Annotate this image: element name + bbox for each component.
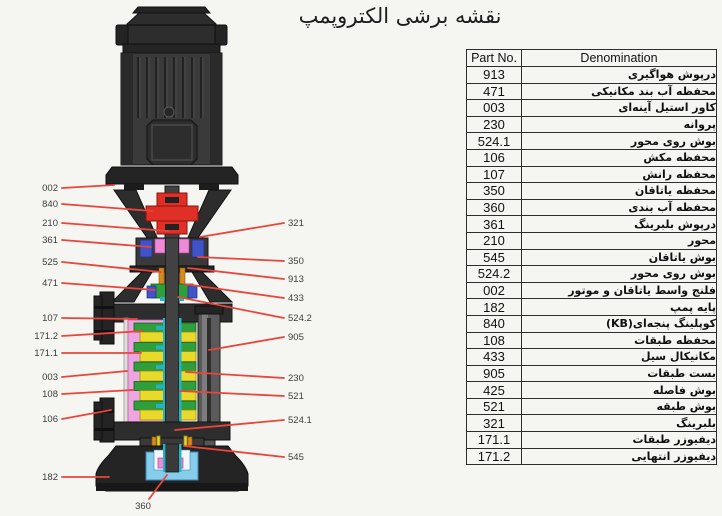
part-number-label: 521 bbox=[288, 391, 304, 402]
denomination-cell: محفظه آب بندی bbox=[522, 199, 717, 216]
denomination-cell: مکانیکال سیل bbox=[522, 349, 717, 366]
shaft-sleeve-line bbox=[179, 318, 182, 424]
table-row bbox=[467, 315, 717, 332]
part-number-label: 840 bbox=[42, 199, 58, 210]
part-no-cell: 361 bbox=[467, 216, 522, 233]
leader-line bbox=[198, 257, 284, 261]
table-row bbox=[467, 349, 717, 366]
part-number-label: 524.1 bbox=[288, 415, 312, 426]
part-number-label: 905 bbox=[288, 332, 304, 343]
part-number-label: 171.2 bbox=[34, 331, 58, 342]
part-no-cell: 521 bbox=[467, 398, 522, 415]
denomination-cell: پروانه bbox=[522, 116, 717, 133]
table-row bbox=[467, 415, 717, 432]
part-no-cell: 106 bbox=[467, 149, 522, 166]
column-header-part-no: Part No. bbox=[467, 50, 522, 67]
table-row bbox=[467, 432, 717, 449]
part-no-cell: 210 bbox=[467, 232, 522, 249]
part-no-cell: 171.1 bbox=[467, 432, 522, 449]
table-row bbox=[467, 83, 717, 100]
denomination-cell: کوپلینگ پنجه‌ای(KB) bbox=[522, 315, 717, 332]
part-no-cell: 182 bbox=[467, 299, 522, 316]
motor-foot bbox=[199, 184, 219, 190]
motor-lifting-lug bbox=[116, 25, 128, 45]
part-no-cell: 171.2 bbox=[467, 448, 522, 465]
table-row bbox=[467, 166, 717, 183]
part-no-cell: 545 bbox=[467, 249, 522, 266]
denomination-cell: پایه پمپ bbox=[522, 299, 717, 316]
bearing-bush bbox=[155, 239, 165, 253]
motor-top-rim bbox=[133, 7, 210, 13]
table-row bbox=[467, 183, 717, 200]
part-number-label: 360 bbox=[135, 501, 151, 512]
denomination-cell: بلبرینگ bbox=[522, 415, 717, 432]
denomination-cell: بوش فاصله bbox=[522, 382, 717, 399]
part-no-cell: 360 bbox=[467, 199, 522, 216]
leader-line bbox=[184, 284, 284, 298]
motor-base-flange bbox=[106, 167, 238, 184]
leader-line bbox=[62, 318, 137, 319]
part-number-label: 171.1 bbox=[34, 348, 58, 359]
motor-lifting-lug bbox=[215, 25, 227, 45]
page-title: نقشه برشی الکتروپمپ bbox=[298, 4, 502, 28]
part-number-label: 321 bbox=[288, 218, 304, 229]
denomination-cell: محفظه یاتاقان bbox=[522, 183, 717, 200]
part-number-label: 002 bbox=[42, 183, 58, 194]
column-header-denomination: Denomination bbox=[522, 50, 717, 67]
denomination-cell: بست طبقات bbox=[522, 365, 717, 382]
part-no-cell: 230 bbox=[467, 116, 522, 133]
part-no-cell: 471 bbox=[467, 83, 522, 100]
fan-cover-ring bbox=[123, 44, 220, 53]
claw-coupling bbox=[146, 193, 198, 234]
electric-motor bbox=[106, 7, 238, 190]
part-number-label: 210 bbox=[42, 218, 58, 229]
part-no-cell: 425 bbox=[467, 382, 522, 399]
motor-fan-cover bbox=[127, 13, 216, 46]
shaft-end bbox=[166, 444, 179, 472]
part-number-label: 230 bbox=[288, 373, 304, 384]
denomination-cell: بوش روی محور bbox=[522, 266, 717, 283]
denomination-cell: محفظه طبقات bbox=[522, 332, 717, 349]
part-number-label: 433 bbox=[288, 293, 304, 304]
leader-line bbox=[62, 390, 133, 394]
part-number-label: 182 bbox=[42, 472, 58, 483]
part-no-cell: 524.1 bbox=[467, 133, 522, 150]
table-row bbox=[467, 448, 717, 465]
part-no-cell: 840 bbox=[467, 315, 522, 332]
denomination-cell: بوش یاتاقان bbox=[522, 249, 717, 266]
seal-ring bbox=[188, 286, 197, 298]
part-number-label: 350 bbox=[288, 256, 304, 267]
seal-support-right bbox=[192, 272, 232, 302]
table-header-row bbox=[467, 50, 717, 67]
denomination-cell: محفظه رانش bbox=[522, 166, 717, 183]
table-row bbox=[467, 216, 717, 233]
denomination-cell: محور bbox=[522, 232, 717, 249]
terminal-box-cover bbox=[147, 120, 197, 165]
denomination-cell: محفظه مکش bbox=[522, 149, 717, 166]
denomination-cell: کاور استیل آینه‌ای bbox=[522, 100, 717, 117]
part-no-cell: 107 bbox=[467, 166, 522, 183]
denomination-cell: دیفیوزر انتهایی bbox=[522, 448, 717, 465]
denomination-cell: بوش روی محور bbox=[522, 133, 717, 150]
table-row bbox=[467, 67, 717, 84]
table-row bbox=[467, 299, 717, 316]
table-row bbox=[467, 282, 717, 299]
denomination-cell: محفظه آب بند مکانیکی bbox=[522, 83, 717, 100]
part-number-label: 361 bbox=[42, 235, 58, 246]
table-row bbox=[467, 249, 717, 266]
part-no-cell: 905 bbox=[467, 365, 522, 382]
denomination-cell: فلنج واسط یاتاقان و موتور bbox=[522, 282, 717, 299]
table-row bbox=[467, 332, 717, 349]
table-row bbox=[467, 149, 717, 166]
suction-flange-face bbox=[94, 402, 102, 440]
table-row bbox=[467, 382, 717, 399]
denomination-cell: دیفیوزر طبقات bbox=[522, 432, 717, 449]
bearing-bush bbox=[179, 239, 189, 253]
ball-bearing bbox=[140, 240, 152, 257]
motor-foot bbox=[124, 184, 144, 190]
part-number-label: 525 bbox=[42, 257, 58, 268]
part-no-cell: 433 bbox=[467, 349, 522, 366]
leader-line bbox=[62, 371, 127, 377]
part-number-label: 913 bbox=[288, 274, 304, 285]
table-row bbox=[467, 365, 717, 382]
ball-bearing bbox=[192, 240, 204, 257]
parts-table bbox=[466, 49, 716, 465]
table-row bbox=[467, 398, 717, 415]
part-number-label: 107 bbox=[42, 313, 58, 324]
part-number-label: 003 bbox=[42, 372, 58, 383]
parts-table-body bbox=[467, 67, 717, 465]
part-number-label: 545 bbox=[288, 452, 304, 463]
motor-emblem bbox=[164, 107, 174, 117]
denomination-cell: درپوش هواگیری bbox=[522, 67, 717, 84]
part-number-label: 524.2 bbox=[288, 313, 312, 324]
table-row bbox=[467, 100, 717, 117]
table-row bbox=[467, 232, 717, 249]
part-no-cell: 321 bbox=[467, 415, 522, 432]
part-no-cell: 913 bbox=[467, 67, 522, 84]
part-number-label: 471 bbox=[42, 278, 58, 289]
part-number-label: 106 bbox=[42, 414, 58, 425]
denomination-cell: بوش طبقه bbox=[522, 398, 717, 415]
part-no-cell: 108 bbox=[467, 332, 522, 349]
table-row bbox=[467, 199, 717, 216]
part-no-cell: 003 bbox=[467, 100, 522, 117]
part-number-label: 108 bbox=[42, 389, 58, 400]
part-no-cell: 350 bbox=[467, 183, 522, 200]
denomination-cell: درپوش بلبرینگ bbox=[522, 216, 717, 233]
leader-line bbox=[200, 223, 284, 237]
part-no-cell: 002 bbox=[467, 282, 522, 299]
table-row bbox=[467, 266, 717, 283]
part-no-cell: 524.2 bbox=[467, 266, 522, 283]
table-row bbox=[467, 116, 717, 133]
seal-ring bbox=[147, 286, 156, 298]
cylinder-top-cap bbox=[195, 306, 223, 314]
leader-line bbox=[62, 185, 114, 188]
table-row bbox=[467, 133, 717, 150]
